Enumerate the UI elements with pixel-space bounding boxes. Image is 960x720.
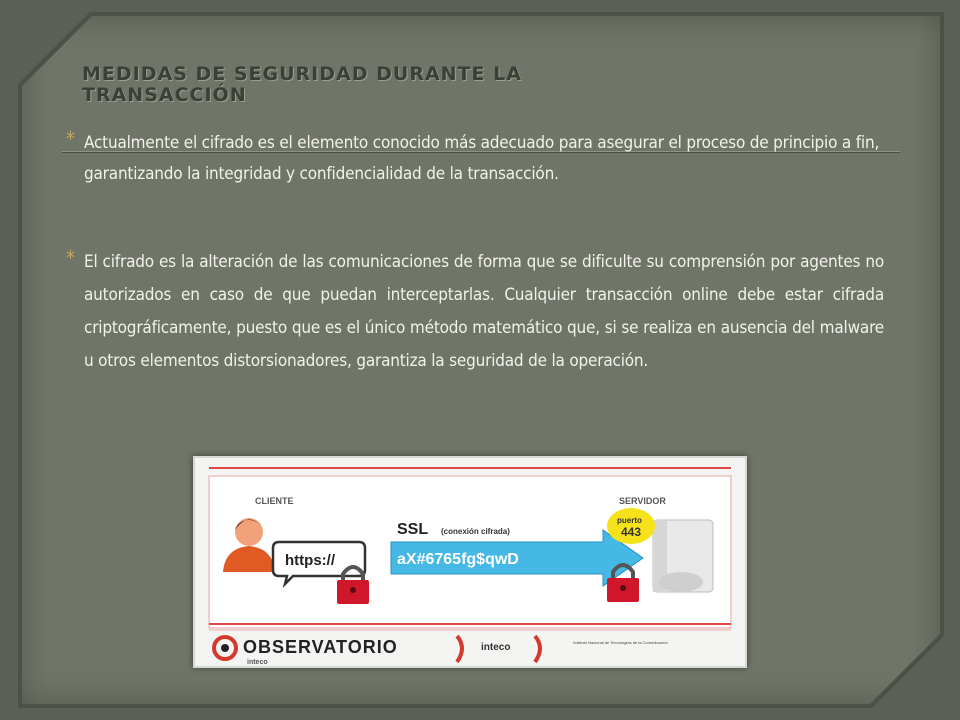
port-line-1: puerto xyxy=(617,516,642,525)
port-line-2: 443 xyxy=(621,525,642,539)
server-icon xyxy=(653,520,713,592)
footer-brand-sub: inteco xyxy=(247,659,268,666)
https-text: https:// xyxy=(285,552,335,569)
ssl-label: SSL xyxy=(397,521,429,538)
ssl-diagram-image xyxy=(193,456,747,668)
server-label: SERVIDOR xyxy=(619,496,666,506)
bullet-text-2: El cifrado es la alteración de las comunicaciones de forma que se dificulte su comprensión por agentes no autorizados en caso de que puedan interceptarlas. Cualquier transacción online debe estar cifrada criptográficamente, puesto que es el único método matemático que, si se realiza en ausencia del malware u otros elementos distorsionadores, garantiza la seguridad de la operación. xyxy=(84,252,884,371)
client-label: CLIENTE xyxy=(255,496,294,506)
bullet-2 xyxy=(66,246,884,378)
cipher-text: aX#6765fg$qwD xyxy=(397,551,519,568)
footer-institute: Instituto Nacional de Tecnologías de la Comunicación xyxy=(573,640,668,645)
bullet-mark-2: * xyxy=(66,246,75,270)
ssl-sublabel: (conexión cifrada) xyxy=(441,527,510,536)
bullet-text-1: Actualmente el cifrado es el elemento conocido más adecuado para asegurar el proceso de principio a fin, garantizando la integridad y confidencialidad de la transacción. xyxy=(84,133,880,184)
footer-separator-icon xyxy=(457,636,462,662)
bullet-mark-1: * xyxy=(66,127,75,151)
footer-brand: OBSERVATORIO xyxy=(243,637,398,657)
port-badge xyxy=(607,508,655,544)
footer-separator-icon xyxy=(535,636,540,662)
footer-org: inteco xyxy=(481,642,511,653)
ssl-diagram xyxy=(195,458,745,666)
observatorio-logo xyxy=(214,637,236,659)
slide-title: MEDIDAS DE SEGURIDAD DURANTE LA TRANSACCIÓN xyxy=(82,63,522,106)
bullet-1 xyxy=(66,127,884,190)
